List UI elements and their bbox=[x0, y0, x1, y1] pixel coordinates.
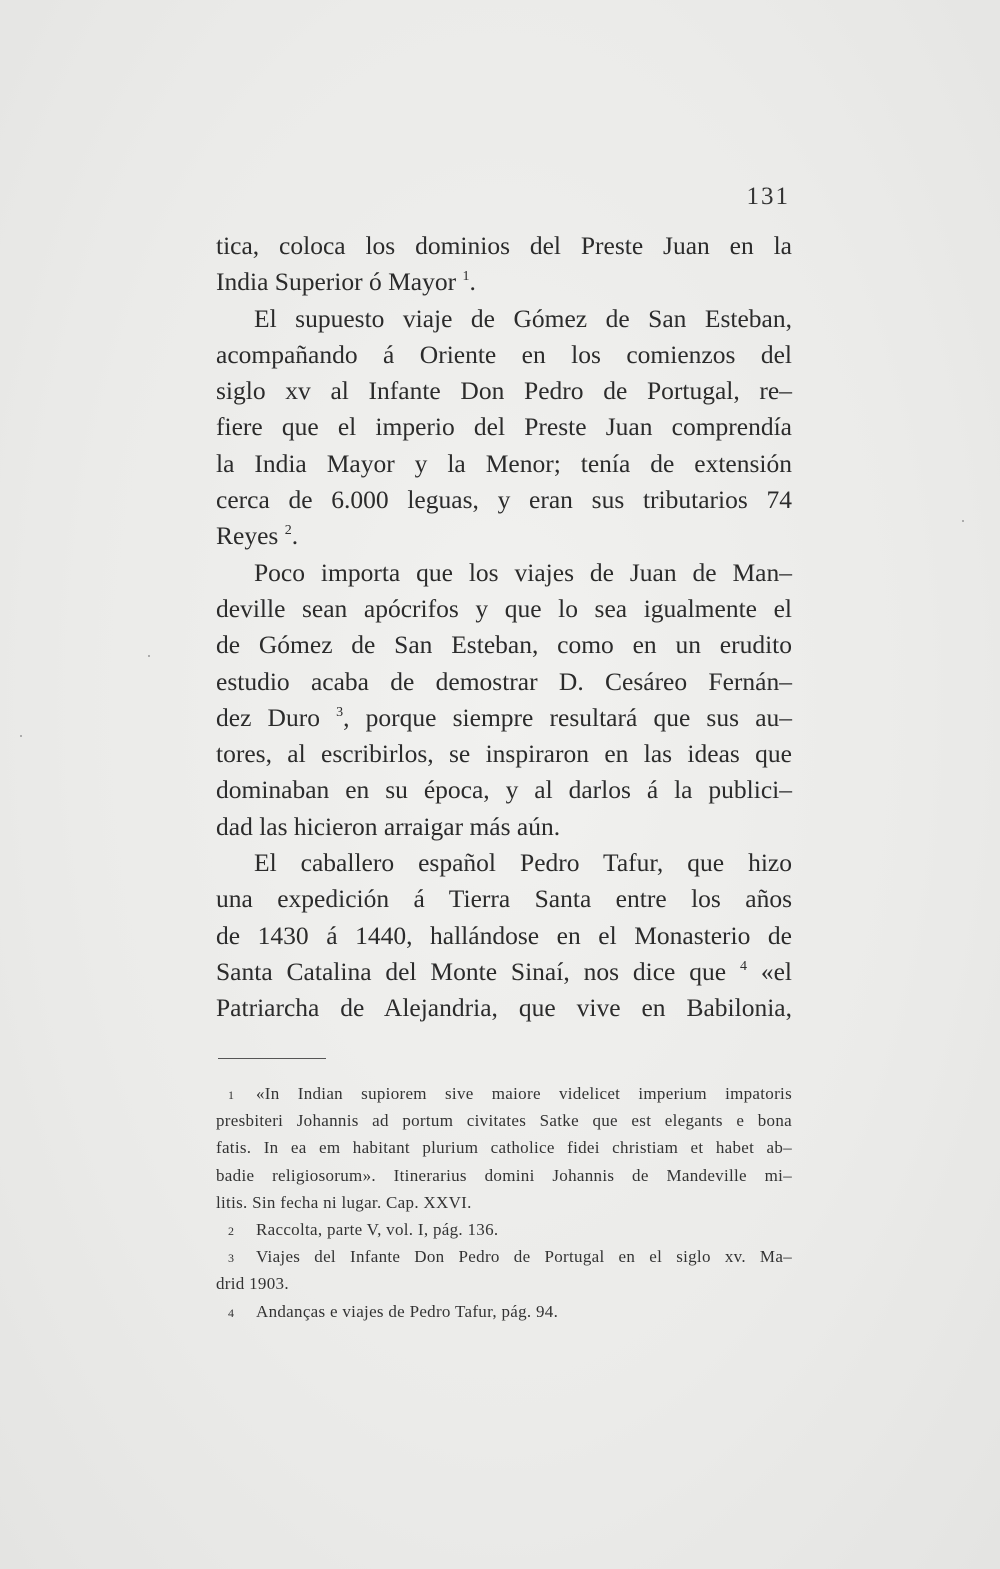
text-line bbox=[216, 809, 792, 845]
text-line bbox=[216, 627, 792, 663]
footnote-line bbox=[216, 1270, 792, 1297]
text-line-content: dez Duro bbox=[216, 702, 337, 732]
text-line-content: El supuesto viaje de Gómez de San Esteban, bbox=[254, 303, 792, 333]
text-line bbox=[216, 228, 792, 264]
paper-speck bbox=[148, 655, 150, 657]
text-line-tail: . bbox=[469, 267, 476, 297]
footnote-line bbox=[216, 1216, 792, 1243]
footnote-line bbox=[216, 1298, 792, 1325]
footnote-text: Andanças e viajes de Pedro Tafur, pág. 94. bbox=[256, 1301, 559, 1321]
body-text bbox=[216, 228, 792, 1027]
text-line bbox=[216, 736, 792, 772]
text-line-content: Patriarcha de Alejandria, que vive en Babilonia, bbox=[216, 993, 792, 1023]
footnotes bbox=[216, 1080, 792, 1325]
footnote-marker: 1 bbox=[462, 269, 470, 285]
text-line-content: Reyes bbox=[216, 521, 285, 551]
footnote-marker: 3 bbox=[336, 704, 344, 720]
paper-speck bbox=[20, 735, 22, 737]
text-line-content: Poco importa que los viajes de Juan de Man– bbox=[254, 557, 792, 587]
text-line-content: El caballero español Pedro Tafur, que hizo bbox=[254, 848, 792, 878]
text-line-content: dominaban en su época, y al darlos á la publici– bbox=[216, 775, 792, 805]
text-line bbox=[216, 954, 792, 990]
footnote-text: Viajes del Infante Don Pedro de Portugal en el siglo xv. Ma– bbox=[256, 1247, 792, 1267]
text-line bbox=[216, 772, 792, 808]
text-line bbox=[216, 337, 792, 373]
text-line bbox=[216, 555, 792, 591]
footnote-number: 3 bbox=[228, 1251, 235, 1266]
text-line bbox=[216, 482, 792, 518]
page-number: 131 bbox=[746, 183, 790, 210]
text-line-content: deville sean apócrifos y que lo sea igualmente el bbox=[216, 593, 792, 623]
text-line-tail: . bbox=[291, 521, 299, 551]
text-line-content: Santa Catalina del Monte Sinaí, nos dice que bbox=[216, 956, 740, 986]
footnote-marker: 4 bbox=[739, 958, 747, 974]
footnote-separator bbox=[218, 1058, 326, 1059]
text-line bbox=[216, 845, 792, 881]
text-line bbox=[216, 373, 792, 409]
footnote-number: 1 bbox=[228, 1088, 235, 1102]
text-line-content: cerca de 6.000 leguas, y eran sus tributarios 74 bbox=[216, 485, 792, 515]
text-line bbox=[216, 990, 792, 1026]
text-line-content: tores, al escribirlos, se inspiraron en las ideas que bbox=[216, 739, 792, 769]
text-line-content: una expedición á Tierra Santa entre los años bbox=[216, 884, 792, 914]
text-line bbox=[216, 518, 792, 554]
text-line-content: tica, coloca los dominios del Preste Juan en la bbox=[216, 231, 792, 260]
footnote-marker: 2 bbox=[284, 523, 292, 539]
text-line bbox=[216, 881, 792, 917]
text-line-content: dad las hicieron arraigar más aún. bbox=[216, 811, 561, 841]
text-line bbox=[216, 700, 792, 736]
text-line bbox=[216, 301, 792, 337]
text-line-content: siglo xv al Infante Don Pedro de Portugal, re– bbox=[216, 376, 792, 406]
text-line-content: India Superior ó Mayor bbox=[216, 267, 463, 297]
footnote-text: drid 1903. bbox=[216, 1274, 289, 1294]
text-line-tail: «el bbox=[746, 956, 792, 986]
footnote-line bbox=[216, 1080, 792, 1107]
text-line bbox=[216, 264, 792, 300]
footnote-line bbox=[216, 1243, 792, 1270]
text-line bbox=[216, 409, 792, 445]
text-line bbox=[216, 918, 792, 954]
footnote-text: «In Indian supiorem sive maiore videlicet imperium impatoris bbox=[256, 1084, 792, 1103]
footnote-text: badie religiosorum». Itinerarius domini Johannis de Mandeville mi– bbox=[216, 1165, 792, 1185]
footnote-line bbox=[216, 1107, 792, 1134]
footnote-line bbox=[216, 1134, 792, 1161]
text-line bbox=[216, 591, 792, 627]
text-line bbox=[216, 446, 792, 482]
paper-speck bbox=[962, 520, 964, 522]
footnote-text: Raccolta, parte V, vol. I, pág. 136. bbox=[256, 1219, 499, 1239]
text-line-content: de Gómez de San Esteban, como en un erudito bbox=[216, 630, 792, 660]
footnote-number: 4 bbox=[228, 1305, 235, 1320]
footnote-number: 2 bbox=[228, 1223, 235, 1238]
text-line-content: fiere que el imperio del Preste Juan comprendía bbox=[216, 412, 792, 442]
footnote-text: fatis. In ea em habitant plurium catholice fidei christiam et habet ab– bbox=[216, 1138, 792, 1158]
text-line-content: acompañando á Oriente en los comienzos del bbox=[216, 339, 792, 369]
footnote-line bbox=[216, 1189, 792, 1216]
footnote-line bbox=[216, 1162, 792, 1189]
footnote-text: litis. Sin fecha ni lugar. Cap. XXVI. bbox=[216, 1192, 472, 1212]
text-line-content: de 1430 á 1440, hallándose en el Monasterio de bbox=[216, 920, 792, 950]
text-line bbox=[216, 664, 792, 700]
text-line-content: estudio acaba de demostrar D. Cesáreo Fernán– bbox=[216, 666, 792, 696]
footnote-text: presbiteri Johannis ad portum civitates Satke que est elegants e bona bbox=[216, 1111, 792, 1131]
text-line-content: la India Mayor y la Menor; tenía de extensión bbox=[216, 448, 792, 478]
text-line-tail: , porque siempre resultará que sus au– bbox=[343, 702, 793, 732]
